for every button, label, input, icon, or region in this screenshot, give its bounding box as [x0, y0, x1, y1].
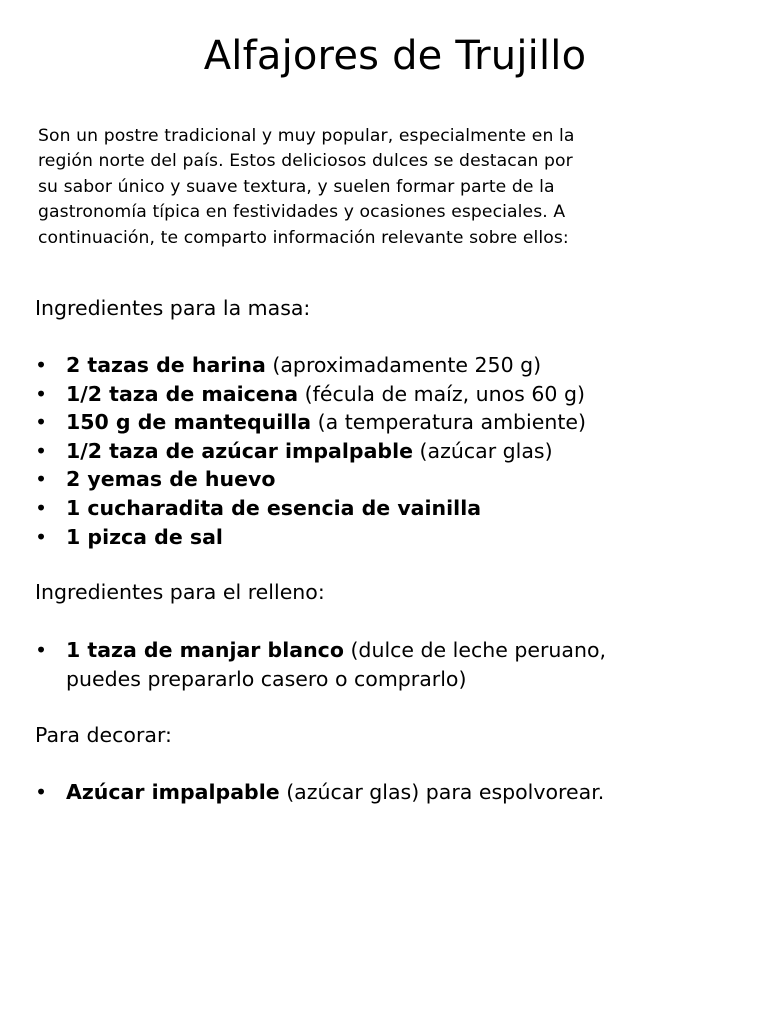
list-item	[35, 351, 735, 380]
ingredient-detail: (a temperatura ambiente)	[311, 410, 586, 435]
ingredient-name: Azúcar impalpable	[66, 780, 280, 804]
intro-line: continuación, te comparto información relevante sobre ellos:	[38, 227, 569, 248]
bullet-icon: •	[35, 467, 48, 492]
bullet-icon: •	[35, 381, 48, 406]
list-item	[35, 408, 735, 437]
ingredient-name: 2 yemas de huevo	[66, 467, 276, 492]
section-heading-relleno: Ingredientes para el relleno:	[35, 580, 325, 604]
ingredient-list-relleno	[35, 636, 635, 693]
ingredient-name: 150 g de mantequilla	[66, 410, 312, 435]
ingredient-detail: (azúcar glas)	[413, 438, 553, 463]
bullet-icon: •	[35, 638, 48, 662]
ingredient-detail: (dulce de leche peruano, puedes prepararlo casero o comprarlo)	[66, 638, 607, 691]
ingredient-detail: (azúcar glas) para espolvorear.	[279, 780, 605, 804]
list-item	[35, 494, 735, 523]
bullet-icon: •	[35, 780, 48, 804]
bullet-icon: •	[35, 438, 48, 463]
intro-line: su sabor único y suave textura, y suelen formar parte de la	[38, 176, 555, 197]
list-item	[35, 636, 635, 693]
bullet-icon: •	[35, 410, 48, 435]
list-item	[35, 465, 735, 494]
ingredient-detail: (fécula de maíz, unos 60 g)	[298, 381, 585, 406]
section-heading-masa: Ingredientes para la masa:	[35, 296, 311, 320]
intro-line: gastronomía típica en festividades y ocasiones especiales. A	[38, 202, 566, 223]
intro-line: región norte del país. Estos deliciosos dulces se destacan por	[38, 151, 573, 172]
ingredient-list-decorar	[35, 778, 735, 807]
list-item	[35, 778, 735, 807]
ingredient-name: 1/2 taza de maicena	[66, 381, 299, 406]
ingredient-name: 1/2 taza de azúcar impalpable	[66, 438, 414, 463]
bullet-icon: •	[35, 524, 48, 549]
bullet-icon: •	[35, 353, 48, 377]
list-item	[35, 380, 735, 409]
list-item	[35, 523, 735, 552]
ingredient-detail: (aproximadamente 250 g)	[265, 353, 542, 377]
intro-line: Son un postre tradicional y muy popular, especialmente en la	[38, 126, 575, 146]
list-item	[35, 437, 735, 466]
ingredient-name: 1 cucharadita de esencia de vainilla	[66, 495, 482, 520]
ingredient-list-masa	[35, 351, 735, 551]
ingredient-name: 1 pizca de sal	[66, 524, 223, 549]
bullet-icon: •	[35, 495, 48, 520]
page-title: Alfajores de Trujillo	[203, 33, 587, 79]
intro-paragraph	[38, 124, 678, 251]
ingredient-name: 1 taza de manjar blanco	[66, 638, 344, 662]
ingredient-name: 2 tazas de harina	[66, 353, 266, 377]
section-heading-decorar: Para decorar:	[35, 723, 172, 747]
